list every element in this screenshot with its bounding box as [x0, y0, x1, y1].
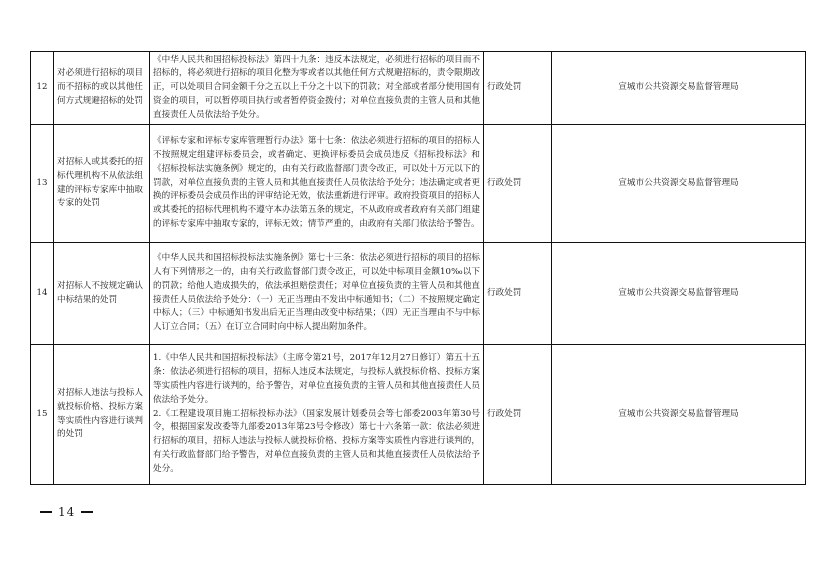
legal-basis-paragraph: 《评标专家和评标专家库管理暂行办法》第十七条：依法必须进行招标的项目的招标人不按照规定组建评标委员会，或者确定、更换评标委员会成员违反《招标投标法》和《招标投标法实施条例》规定的，由有关行政监督部门责令改正，可以处十万元以下的罚款，对单位直接负责的主管人员和其他直接责任人员依法给予处分；违法确定或者更换的评标委员会成员作出的评审结论无效，依法重新进行评审。政府投资项目的招标人或其委托的招标代理机构不遵守本办法第五条的规定，不从政府或者政府有关部门组建的评标专家库中抽取专家的，评标无效；情节严重的，由政府有关部门依法给予警告。	[153, 136, 480, 229]
legal-basis-paragraph: 《中华人民共和国招标投标法实施条例》第七十三条：依法必须进行招标的项目的招标人有下列情形之一的，由有关行政监督部门责令改正，可以处中标项目金额10‰以下的罚款；给他人造成损失的，依法承担赔偿责任；对单位直接负责的主管人员和其他直接责任人员依法给予处分：（一）无正当理由不发出中标通知书；（二）不按照规定确定中标人；（三）中标通知书发出后无正当理由改变中标结果；（四）无正当理由不与中标人订立合同；（五）在订立合同时向中标人提出附加条件。	[153, 253, 480, 333]
row-number: 15	[31, 345, 54, 485]
table-row	[31, 52, 806, 125]
row-number: 12	[31, 52, 54, 125]
table-row	[31, 345, 806, 485]
legal-basis	[150, 52, 484, 125]
penalty-type: 行政处罚	[484, 243, 552, 345]
enforcement-department: 宣城市公共资源交易监督管理局	[552, 345, 806, 485]
row-number: 13	[31, 125, 54, 243]
legal-basis-paragraph: 1.《中华人民共和国招标投标法》（主席令第21号，2017年12月27日修订）第五十五条：依法必须进行招标的项目，招标人违反本法规定，与投标人就投标价格、投标方案等实质性内容进行谈判的，给予警告，对单位直接负责的主管人员和其他直接责任人员依法给予处分。	[153, 353, 480, 405]
legal-basis-paragraph: 《中华人民共和国招标投标法》第四十九条：违反本法规定，必须进行招标的项目而不招标的，将必须进行招标的项目化整为零或者以其他任何方式规避招标的，责令限期改正，可以处项目合同金额千分之五以上千分之十以下的罚款；对全部或者部分使用国有资金的项目，可以暂停项目执行或者暂停资金拨付；对单位直接负责的主管人员和其他直接责任人员依法给予处分。	[153, 54, 480, 120]
penalty-type: 行政处罚	[484, 125, 552, 243]
legal-basis-paragraph: 2.《工程建设项目施工招标投标办法》（国家发展计划委员会等七部委2003年第30号令，根据国家发改委等九部委2013年第23号令修改）第七十六条第一款：依法必须进行招标的项目，招标人违法与投标人就投标价格、投标方案等实质性内容进行谈判的，有关行政监督部门给予警告，对单位直接负责的主管人员和其他直接责任人员依法给予处分。	[153, 408, 480, 474]
table-row	[31, 243, 806, 345]
penalty-type: 行政处罚	[484, 345, 552, 485]
case-name: 对招标人或其委托的招标代理机构不从依法组建的评标专家库中抽取专家的处罚	[54, 125, 150, 243]
page-footer	[40, 505, 93, 519]
table-row	[31, 125, 806, 243]
enforcement-department: 宣城市公共资源交易监督管理局	[552, 52, 806, 125]
left-dash	[40, 511, 52, 512]
right-dash	[81, 511, 93, 512]
case-name: 对招标人不按规定确认中标结果的处罚	[54, 243, 150, 345]
enforcement-department: 宣城市公共资源交易监督管理局	[552, 125, 806, 243]
penalty-type: 行政处罚	[484, 52, 552, 125]
legal-basis	[150, 345, 484, 485]
legal-basis	[150, 125, 484, 243]
legal-basis	[150, 243, 484, 345]
row-number: 14	[31, 243, 54, 345]
case-name: 对必须进行招标的项目而不招标的或以其他任何方式规避招标的处罚	[54, 52, 150, 125]
enforcement-department: 宣城市公共资源交易监督管理局	[552, 243, 806, 345]
page-number: 14	[58, 505, 76, 519]
case-name: 对招标人违法与投标人就投标价格、投标方案等实质性内容进行谈判的处罚	[54, 345, 150, 485]
penalty-table	[30, 51, 806, 485]
